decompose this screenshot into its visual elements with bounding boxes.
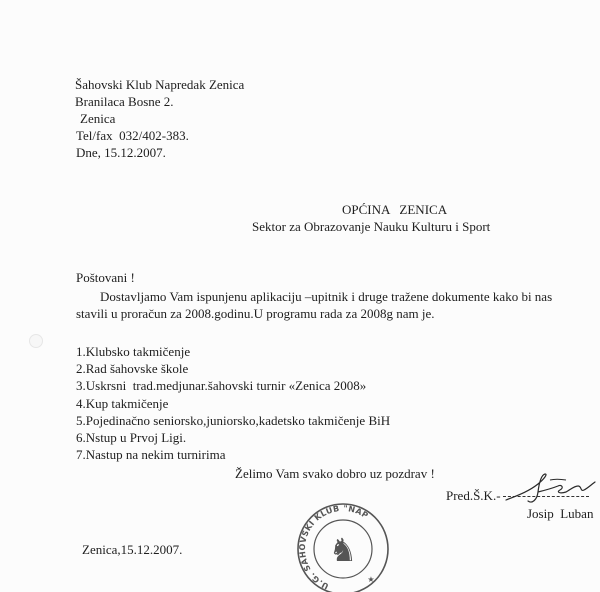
handwritten-signature	[498, 470, 598, 510]
list-item: 6.Nstup u Prvoj Ligi.	[76, 430, 187, 445]
list-item: 7.Nastup na nekim turnirima	[76, 447, 226, 462]
star-icon: ★	[367, 575, 375, 584]
recipient-name: OPĆINA ZENICA	[342, 202, 448, 217]
signature-name: Josip Luban	[527, 507, 594, 521]
list-item: 2.Rad šahovske škole	[76, 361, 189, 376]
list-item: 5.Pojedinačno seniorsko,juniorsko,kadetsko takmičenje BiH	[76, 413, 391, 428]
list-item: 3.Uskrsni trad.medjunar.šahovski turnir «Zenica 2008»	[76, 378, 367, 393]
closing-line: Želimo Vam svako dobro uz pozdrav !	[235, 466, 435, 481]
sender-date: Dne, 15.12.2007.	[76, 145, 166, 160]
sender-phone: Tel/fax 032/402-383.	[76, 128, 189, 143]
body-paragraph-line: stavili u proračun za 2008.godinu.U programu rada za 2008g nam je.	[76, 306, 435, 321]
footer-place-date: Zenica,15.12.2007.	[82, 542, 183, 557]
list-item: 4.Kup takmičenje	[76, 396, 169, 411]
recipient-department: Sektor za Obrazovanje Nauku Kulturu i Sport	[252, 219, 491, 234]
stamp-text: U.G. ŠAHOVSKI KLUB "NAP	[297, 503, 370, 591]
signature-title: Pred.Š.K.-	[446, 488, 501, 503]
club-stamp	[295, 498, 391, 592]
sender-club: Šahovski Klub Napredak Zenica	[75, 77, 245, 92]
list-item: 1.Klubsko takmičenje	[76, 344, 191, 359]
chess-knight-icon: ♞	[328, 531, 358, 569]
sender-city: Zenica	[80, 111, 116, 126]
signature-name-clip	[527, 507, 600, 523]
body-paragraph-line: Dostavljamo Vam ispunjenu aplikaciju –upitnik i druge tražene dokumente kako bi nas	[100, 289, 553, 304]
greeting: Poštovani !	[76, 270, 135, 285]
punch-hole-mark	[29, 334, 43, 348]
sender-street: Branilaca Bosne 2.	[75, 94, 174, 109]
